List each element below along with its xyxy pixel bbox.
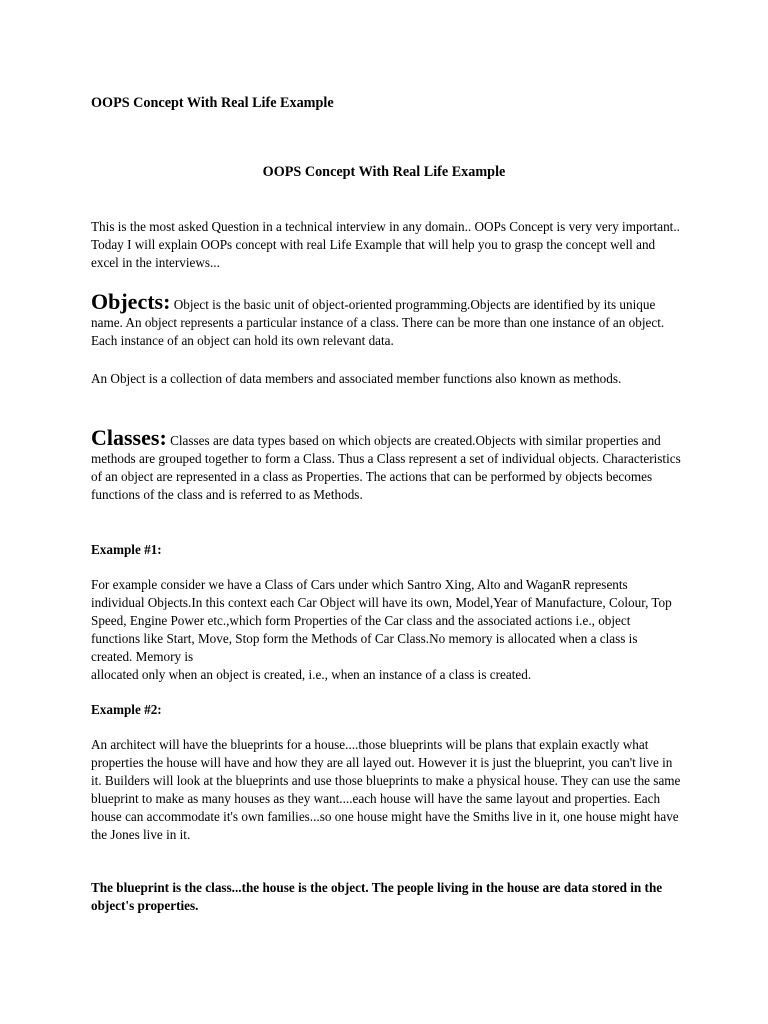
example2-heading: Example #2: [91,702,162,717]
example2-paragraph: An architect will have the blueprints for a house....those blueprints will be plans that explain exactly what properties the house will have and how they are all layed out. However it is just the blueprint, you can't live in it. Builders will look at the blueprints and use those blueprints to make a physical house. They can use the same blueprint to make as many houses as they want....each house will have the same layout and properties. Each house can accommodate it's own families...so one house might have the Smiths live in it, one house might have the Jones live in it. [91,737,681,842]
objects-heading: Objects: [91,289,171,314]
classes-heading: Classes: [91,425,167,450]
example1-heading: Example #1: [91,542,162,557]
page-title: OOPS Concept With Real Life Example [262,164,506,180]
document-title: OOPS Concept With Real Life Example [91,95,334,111]
intro-paragraph: This is the most asked Question in a technical interview in any domain.. OOPs Concept is very very important.. Today I will explain OOPs concept with real Life Example that will help you to grasp the concept well and excel in the interviews... [91,219,680,270]
example1-paragraph [91,576,681,684]
example1-line2: allocated only when an object is created, i.e., when an instance of a class is created. [91,667,532,682]
objects-text: Object is the basic unit of object-oriented programming.Objects are identified by its unique name. An object represents a particular instance of a class. There can be more than one instance of an object. Each instance of an object can hold its own relevant data. [91,297,665,348]
classes-paragraph [91,425,681,504]
conclusion-paragraph: The blueprint is the class...the house is the object. The people living in the house are data stored in the object's properties. [91,880,663,913]
classes-text: Classes are data types based on which objects are created.Objects with similar properties and methods are grouped together to form a Class. Thus a Class represent a set of individual objects. Characteristics of an object are represented in a class as Properties. The actions that can be performed by objects becomes functions of the class and is referred to as Methods. [91,433,681,502]
example1-line1: For example consider we have a Class of Cars under which Santro Xing, Alto and WaganR represents individual Objects.In this context each Car Object will have its own, Model,Year of Manufacture, Colour, Top Speed, Engine Power etc.,which form Properties of the Car class and the associated actions i.e., object functions like Start, Move, Stop form the Methods of Car Class.No memory is allocated when a class is created. Memory is [91,577,672,664]
objects-paragraph [91,289,681,350]
objects-paragraph-2: An Object is a collection of data members and associated member functions also known as methods. [91,371,622,386]
